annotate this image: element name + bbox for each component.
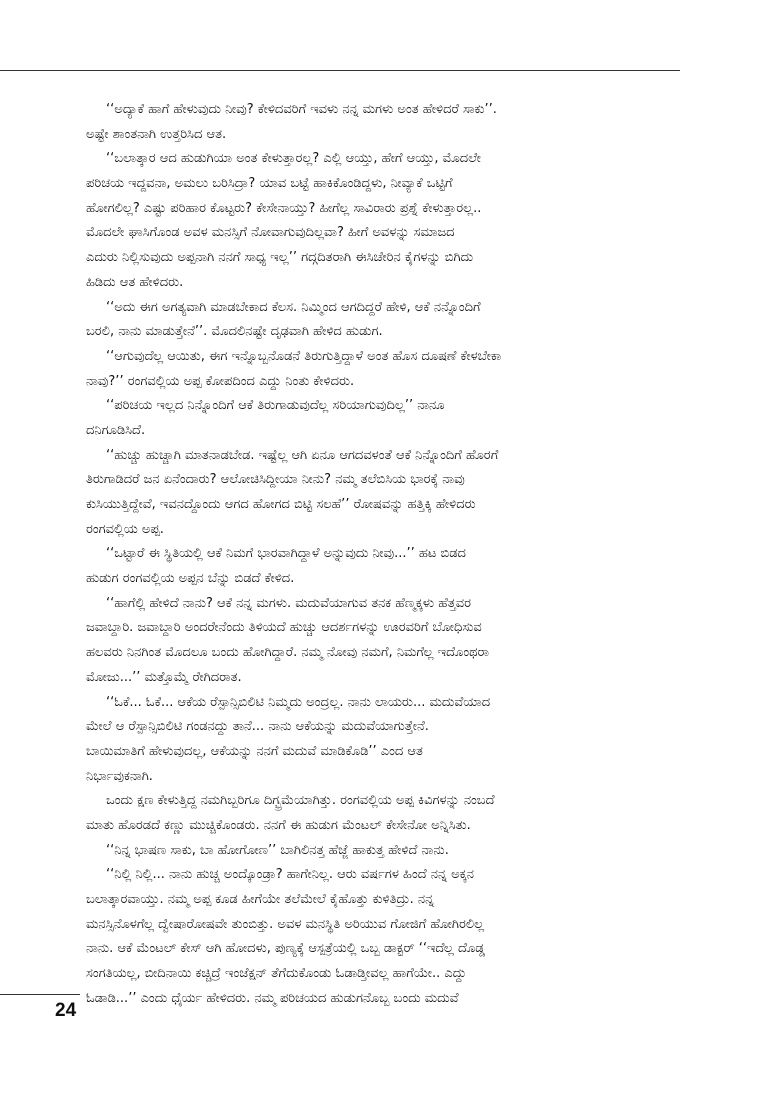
text-line: ‘‘ನಿನ್ನ ಭಾಷಣ ಸಾಕು, ಬಾ ಹೋಗೋಣ’’ ಬಾಗಿಲಿನತ್ತ ಹೆಜ್ಜೆ ಹಾಕುತ್ತ ಹೇಳಿದೆ ನಾನು. <box>106 842 449 858</box>
text-line: ಮೊದಲೇ ಘಾಸಿಗೊಂಡ ಅವಳ ಮನಸ್ಸಿಗೆ ನೋವಾಗುವುದಿಲ್ಲವಾ? ಹೀಗೆ ಅವಳನ್ನು ಸಮಾಜದ <box>86 225 455 241</box>
text-line: ಬಲಾತ್ಕಾರವಾಯ್ತು. ನಮ್ಮ ಅಪ್ಪ ಕೂಡ ಹೀಗೆಯೇ ತಲೆಮೇಲೆ ಕೈಹೊತ್ತು ಕುಳಿತಿದ್ರು. ನನ್ನ <box>86 892 435 907</box>
text-line: ಜವಾಬ್ದಾರಿ. ಜವಾಬ್ದಾರಿ ಅಂದರೇನೆಂದು ತಿಳಿಯದೆ ಹುಚ್ಚು ಆದರ್ಶಗಳನ್ನು ಊರವರಿಗೆ ಬೋಧಿಸುವ <box>86 620 482 636</box>
text-line: ನಾನು. ಆಕೆ ಮೆಂಟಲ್ ಕೇಸ್ ಆಗಿ ಹೋದಳು, ಪುಣ್ಯಕ್ಕೆ ಆಸ್ಪತ್ರೆಯಲ್ಲಿ ಒಬ್ಬ ಡಾಕ್ಟರ್ ‘‘ಇದೆಲ್ಲ ದೊಡ್ಡ <box>86 941 485 957</box>
page-body-text <box>86 98 686 1011</box>
text-line: ಬರಲಿ, ನಾನು ಮಾಡುತ್ತೇನೆ’’. ಮೊದಲಿನಷ್ಟೇ ದೃಢವಾಗಿ ಹೇಳಿದ ಹುಡುಗ. <box>86 324 383 340</box>
text-line: ಎದುರು ನಿಲ್ಲಿಸುವುದು ಅಪ್ಪನಾಗಿ ನನಗೆ ಸಾಧ್ಯ ಇಲ್ಲ’’ ಗದ್ಗದಿತರಾಗಿ ಈಸಿಚೇರಿನ ಕೈಗಳನ್ನು ಬಿಗಿದು <box>86 250 474 266</box>
text-line: ಪರಿಚಯ ಇದ್ದವನಾ, ಅಮಲು ಬರಿಸಿದ್ರಾ? ಯಾವ ಬಟ್ಟೆ ಹಾಕಿಕೊಂಡಿದ್ದಳು, ನೀವ್ಯಾಕೆ ಒಟ್ಟಿಗೆ <box>86 176 453 192</box>
text-line: ಹಲವರು ನಿನಗಿಂತ ಮೊದಲೂ ಬಂದು ಹೋಗಿದ್ದಾರೆ. ನಮ್ಮ ನೋವು ನಮಗೆ, ನಿಮಗೆಲ್ಲ ಇದೊಂಥರಾ <box>86 645 489 661</box>
text-line: ‘‘ಪರಿಚಯ ಇಲ್ಲದ ನಿನ್ನೊಂದಿಗೆ ಆಕೆ ತಿರುಗಾಡುವುದೆಲ್ಲ ಸರಿಯಾಗುವುದಿಲ್ಲ’’ ನಾನೂ <box>106 398 445 414</box>
text-line: ‘‘ಅದ್ಯಾಕೆ ಹಾಗೆ ಹೇಳುವುದು ನೀವು? ಕೇಳಿದವರಿಗೆ ಇವಳು ನನ್ನ ಮಗಳು ಅಂತ ಹೇಳಿದರೆ ಸಾಕು’’. <box>106 102 497 117</box>
text-line: ಹೋಗಲಿಲ್ಲ? ಎಷ್ಟು ಪರಿಹಾರ ಕೊಟ್ಟರು? ಕೇಸೇನಾಯ್ತು? ಹೀಗೆಲ್ಲ ಸಾವಿರಾರು ಪ್ರಶ್ನೆ ಕೇಳುತ್ತಾರಲ್ಲ.. <box>86 200 482 216</box>
text-line: ‘‘ಅದು ಈಗ ಅಗತ್ಯವಾಗಿ ಮಾಡಬೇಕಾದ ಕೆಲಸ. ನಿಮ್ಮಿಂದ ಆಗದಿದ್ದರೆ ಹೇಳಿ, ಆಕೆ ನನ್ನೊಂದಿಗೆ <box>106 299 481 315</box>
text-line: ‘‘ಹುಚ್ಚು ಹುಚ್ಚಾಗಿ ಮಾತನಾಡಬೇಡ. ಇಷ್ಟೆಲ್ಲ ಆಗಿ ಏನೂ ಆಗದವಳಂತೆ ಆಕೆ ನಿನ್ನೊಂದಿಗೆ ಹೊರಗೆ <box>106 447 499 463</box>
text-line: ಓಡಾಡಿ...’’ ಎಂದು ಧೈರ್ಯ ಹೇಳಿದರು. ನಮ್ಮ ಪರಿಚಯದ ಹುಡುಗನೊಬ್ಬ ಬಂದು ಮದುವೆ <box>86 990 459 1006</box>
text-line: ನಾವು?’’ ರಂಗವಲ್ಲಿಯ ಅಪ್ಪ ಕೋಪದಿಂದ ಎದ್ದು ನಿಂತು ಕೇಳಿದರು. <box>86 373 355 389</box>
text-line: ‘‘ಆಗುವುದೆಲ್ಲ ಆಯಿತು, ಈಗ ಇನ್ನೊಬ್ಬನೊಡನೆ ತಿರುಗುತ್ತಿದ್ದಾಳೆ ಅಂತ ಹೊಸ ದೂಷಣೆ ಕೇಳಬೇಕಾ <box>106 348 502 364</box>
text-line: ಮನಸ್ಸಿನೊಳಗೆಲ್ಲ ದ್ವೇಷಾರೋಷವೇ ತುಂಬಿತ್ತು. ಅವಳ ಮನಸ್ಥಿತಿ ಅರಿಯುವ ಗೋಜಿಗೆ ಹೋಗಿರಲಿಲ್ಲ <box>86 916 485 932</box>
text-line: ಕುಸಿಯುತ್ತಿದ್ದೇವೆ, ಇವನದ್ದೊಂದು ಆಗದ ಹೋಗದ ಬಿಟ್ಟಿ ಸಲಹೆ’’ ರೋಷವನ್ನು ಹತ್ತಿಕ್ಕಿ ಹೇಳಿದರು <box>86 497 476 512</box>
footer-rule <box>0 994 80 995</box>
text-line: ಬಾಯಿಮಾತಿಗೆ ಹೇಳುವುದಲ್ಲ, ಆಕೆಯನ್ನು ನನಗೆ ಮದುವೆ ಮಾಡಿಕೊಡಿ’’ ಎಂದ ಆತ <box>86 743 423 759</box>
text-line: ಮೋಜು...’’ ಮತ್ತೊಮ್ಮೆ ರೇಗಿದರಾತ. <box>86 669 242 685</box>
text-line: ತಿರುಗಾಡಿದರೆ ಜನ ಏನೆಂದಾರು? ಆಲೋಚಿಸಿದ್ದೀಯಾ ನೀನು? ನಮ್ಮ ತಲೆಬಿಸಿಯ ಭಾರಕ್ಕೆ ನಾವು <box>86 472 465 488</box>
text-line: ಸಂಗತಿಯಲ್ಲ, ಬೀದಿನಾಯಿ ಕಚ್ಚಿದ್ರೆ ಇಂಜೆಕ್ಷನ್ ತೆಗೆದುಕೊಂಡು ಓಡಾಡ್ತೀವಲ್ಲ ಹಾಗೆಯೇ.. ಎದ್ದು <box>86 966 467 982</box>
page-number: 24 <box>55 1000 77 1021</box>
text-line: ಹಿಡಿದು ಆತ ಹೇಳಿದರು. <box>86 274 184 290</box>
text-line: ‘‘ಬಲಾತ್ಕಾರ ಆದ ಹುಡುಗಿಯಾ ಅಂತ ಕೇಳುತ್ತಾರಲ್ಲ? ಎಲ್ಲಿ ಆಯ್ತು, ಹೇಗೆ ಆಯ್ತು, ಮೊದಲೇ <box>106 151 481 167</box>
text-line: ‘‘ಓಕೆ... ಓಕೆ... ಆಕೆಯ ರೆಸ್ಪಾನ್ಸಿಬಿಲಿಟಿ ನಿಮ್ಮದು ಅಂದ್ರಲ್ಲ. ನಾನು ಲಾಯರು... ಮದುವೆಯಾದ <box>106 694 491 710</box>
text-line: ನಿರ್ಭಾವುಕನಾಗಿ. <box>86 768 153 784</box>
text-line: ‘‘ನಿಲ್ಲಿ ನಿಲ್ಲಿ... ನಾನು ಹುಚ್ಚ ಅಂದ್ಕೊಂಡ್ರಾ? ಹಾಗೇನಿಲ್ಲ. ಆರು ವರ್ಷಗಳ ಹಿಂದೆ ನನ್ನ ಅಕ್ಕನ <box>106 867 474 883</box>
header-rule <box>0 70 680 71</box>
text-line: ಅಷ್ಟೇ ಶಾಂತನಾಗಿ ಉತ್ತರಿಸಿದ ಆತ. <box>86 126 227 142</box>
text-line: ಮಾತು ಹೊರಡದೆ ಕಣ್ಣು ಮುಚ್ಚಿಕೊಂಡರು. ನನಗೆ ಈ ಹುಡುಗ ಮೆಂಟಲ್ ಕೇಸೇನೋ ಅನ್ನಿಸಿತು. <box>86 817 471 833</box>
text-line: ರಂಗವಲ್ಲಿಯ ಅಪ್ಪ. <box>86 521 164 537</box>
text-line: ‘‘ಹಾಗೆಲ್ಲಿ ಹೇಳಿದೆ ನಾನು? ಆಕೆ ನನ್ನ ಮಗಳು. ಮದುವೆಯಾಗುವ ತನಕ ಹೆಣ್ಮಕ್ಕಳು ಹೆತ್ತವರ <box>106 595 471 611</box>
text-line: ಹುಡುಗ ರಂಗವಲ್ಲಿಯ ಅಪ್ಪನ ಬೆನ್ನು ಬಿಡದೆ ಕೇಳಿದ. <box>86 571 295 587</box>
text-line: ಒಂದು ಕ್ಷಣ ಕೇಳುತ್ತಿದ್ದ ನಮಗಿಬ್ಬರಿಗೂ ದಿಗ್ಭ್ರಮೆಯಾಗಿತ್ತು. ರಂಗವಲ್ಲಿಯ ಅಪ್ಪ ಕಿವಿಗಳನ್ನು ನಂಬದೆ <box>106 793 495 809</box>
text-line: ಮೇಲೆ ಆ ರೆಸ್ಪಾನ್ಸಿಬಿಲಿಟಿ ಗಂಡನದ್ದು ತಾನೆ... ನಾನು ಆಕೆಯನ್ನು ಮದುವೆಯಾಗುತ್ತೇನೆ. <box>86 719 429 735</box>
text-line: ದನಿಗೂಡಿಸಿದೆ. <box>86 422 146 438</box>
text-line: ‘‘ಒಟ್ಟಾರೆ ಈ ಸ್ಥಿತಿಯಲ್ಲಿ ಆಕೆ ನಿಮಗೆ ಭಾರವಾಗಿದ್ದಾಳೆ ಅನ್ನುವುದು ನೀವು...’’ ಹಟ ಬಿಡದ <box>106 546 466 562</box>
